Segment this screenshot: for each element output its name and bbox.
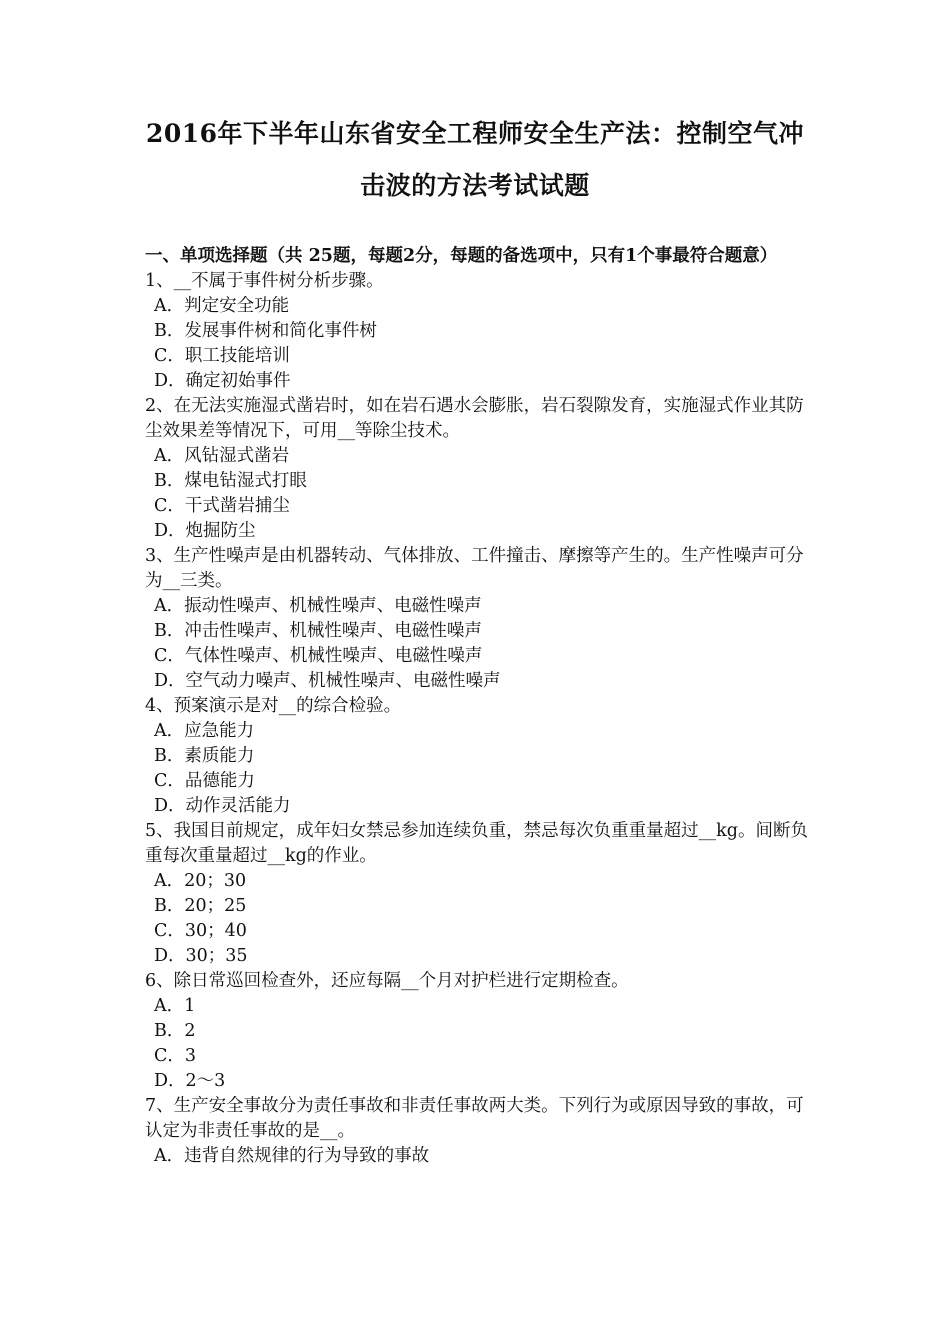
- option-c: C．30；40: [154, 921, 247, 941]
- option-b: B．2: [154, 1021, 196, 1041]
- option-a: A．20；30: [154, 871, 247, 891]
- option-d: D．炮掘防尘: [154, 521, 256, 541]
- option-c: C．干式凿岩捕尘: [154, 496, 290, 516]
- question-4: [145, 694, 810, 819]
- question-1: [145, 269, 810, 394]
- option-b: B．煤电钻湿式打眼: [154, 471, 307, 491]
- question-text: 3、生产性噪声是由机器转动、气体排放、工件撞击、摩擦等产生的。生产性噪声可分为__三类。: [145, 546, 804, 591]
- question-text: 2、在无法实施湿式凿岩时，如在岩石遇水会膨胀，岩石裂隙发育，实施湿式作业其防尘效果差等情况下，可用__等除尘技术。: [145, 396, 804, 441]
- option-a: A．风钻湿式凿岩: [154, 446, 290, 466]
- document-title: [120, 108, 830, 212]
- question-text: 5、我国目前规定，成年妇女禁忌参加连续负重，禁忌每次负重重量超过__kg。间断负重每次重量超过__kg的作业。: [145, 821, 808, 866]
- question-text: 4、预案演示是对__的综合检验。: [145, 696, 402, 716]
- question-2: [145, 394, 810, 544]
- option-c: C．品德能力: [154, 771, 255, 791]
- section-heading: 一、单项选择题（共 25题，每题2分，每题的备选项中，只有1个事最符合题意）: [145, 246, 778, 266]
- option-d: D．空气动力噪声、机械性噪声、电磁性噪声: [154, 671, 501, 691]
- question-5: [145, 819, 810, 969]
- title-line-2: 击波的方法考试试题: [360, 171, 590, 200]
- option-c: C．3: [154, 1046, 197, 1066]
- question-text: 6、除日常巡回检查外，还应每隔__个月对护栏进行定期检查。: [145, 971, 629, 991]
- option-d: D．动作灵活能力: [154, 796, 291, 816]
- option-a: A．违背自然规律的行为导致的事故: [154, 1146, 430, 1166]
- option-c: C．气体性噪声、机械性噪声、电磁性噪声: [154, 646, 483, 666]
- option-a: A．应急能力: [154, 721, 255, 741]
- option-d: D．30；35: [154, 946, 248, 966]
- option-b: B．20；25: [154, 896, 247, 916]
- option-c: C．职工技能培训: [154, 346, 290, 366]
- question-text: 1、__不属于事件树分析步骤。: [145, 271, 384, 291]
- option-b: B．发展事件树和简化事件树: [154, 321, 377, 341]
- document-body: [145, 244, 810, 1169]
- option-a: A．1: [154, 996, 196, 1016]
- option-a: A．判定安全功能: [154, 296, 290, 316]
- option-d: D．确定初始事件: [154, 371, 291, 391]
- question-6: [145, 969, 810, 1094]
- title-line-1: 2016年下半年山东省安全工程师安全生产法：控制空气冲: [145, 119, 805, 148]
- option-a: A．振动性噪声、机械性噪声、电磁性噪声: [154, 596, 482, 616]
- option-b: B．冲击性噪声、机械性噪声、电磁性噪声: [154, 621, 482, 641]
- option-b: B．素质能力: [154, 746, 255, 766]
- question-7: [145, 1094, 810, 1169]
- option-d: D．2～3: [154, 1071, 226, 1091]
- question-3: [145, 544, 810, 694]
- question-text: 7、生产安全事故分为责任事故和非责任事故两大类。下列行为或原因导致的事故，可认定为非责任事故的是__。: [145, 1096, 804, 1141]
